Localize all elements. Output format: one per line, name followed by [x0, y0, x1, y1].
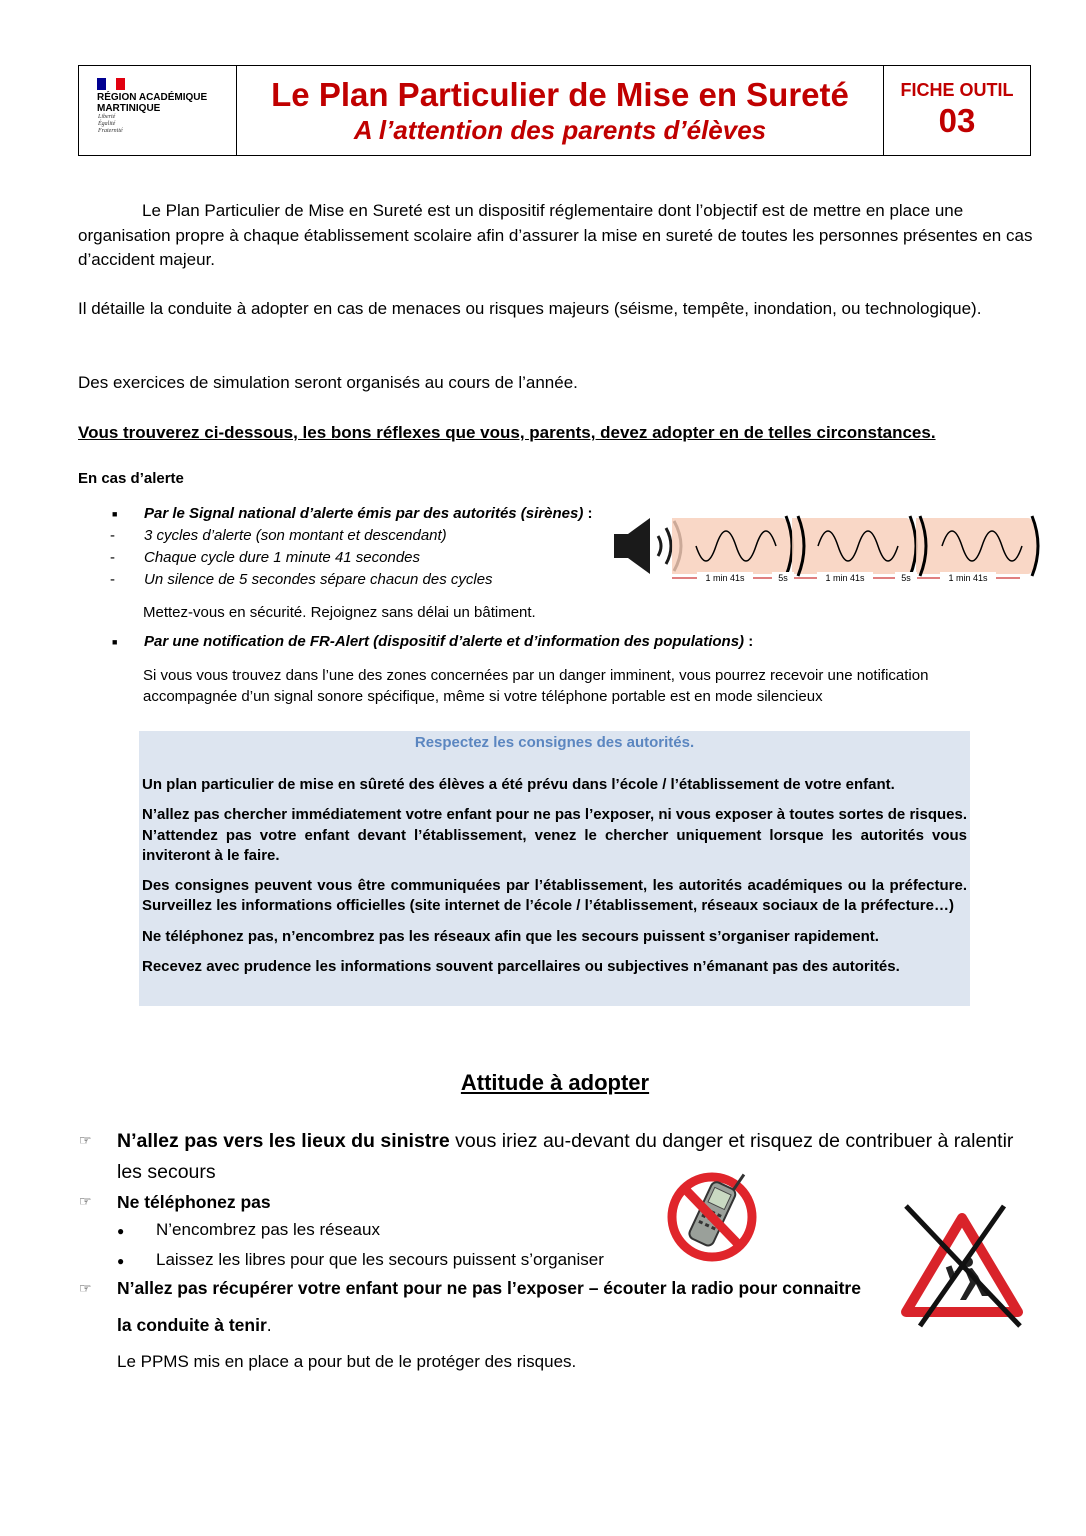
siren-label: 5s	[901, 573, 911, 583]
consignes-box	[139, 731, 970, 1006]
fr-alert-text: Si vous vous trouvez dans l’une des zones concernées par un danger imminent, vous pourrez recevoir une notification accompagnée d’un signal sonore spécifique, même si votre téléphone portable est en mode silencieux	[143, 667, 929, 705]
pointing-hand-icon: ☞	[79, 1132, 92, 1148]
logo-motto: Liberté Égalité Fraternité	[98, 114, 123, 134]
pointing-hand-icon: ☞	[79, 1193, 92, 1209]
consigne-paragraph: Un plan particulier de mise en sûreté des élèves a été prévu dans l’école / l’établissement de votre enfant.	[142, 776, 895, 793]
header-box	[78, 65, 1031, 156]
crossed-danger-sign-icon	[900, 1200, 1025, 1330]
bullet-icon: ●	[117, 1224, 125, 1238]
siren-label: 5s	[778, 573, 788, 583]
siren-cycle-1	[672, 516, 792, 576]
square-bullet-icon: ■	[112, 637, 118, 647]
attitude-subitem: N’encombrez pas les réseaux	[156, 1220, 380, 1239]
attitude-item-1-cont: les secours	[117, 1161, 216, 1183]
dash-bullet: -	[110, 527, 115, 544]
logo-text: RÉGION ACADÉMIQUE MARTINIQUE	[97, 92, 208, 114]
signal-item: 3 cycles d’alerte (son montant et descendant)	[144, 527, 447, 544]
intro-paragraph-1: Le Plan Particulier de Mise en Sureté est un dispositif réglementaire dont l’objectif est de mettre en place une organisation propre à chaque établissement scolaire afin d’assurer la mise en sureté de toutes les personnes présentes en cas d’accident majeur.	[78, 201, 1033, 269]
attitude-item-3-cont: la conduite à tenir.	[117, 1315, 272, 1335]
attitude-subitem: Laissez les libres pour que les secours puissent s’organiser	[156, 1250, 604, 1269]
siren-label: 1 min 41s	[948, 573, 988, 583]
attitude-item-1: N’allez pas vers les lieux du sinistre vous iriez au-devant du danger et risquez de contribuer à ralentir	[117, 1130, 1014, 1152]
signal-title: Par le Signal national d’alerte émis par des autorités (sirènes) :	[144, 505, 593, 522]
attitude-item-2: Ne téléphonez pas	[117, 1192, 271, 1212]
closing-text: Le PPMS mis en place a pour but de le protéger des risques.	[117, 1352, 577, 1371]
signal-item: Chaque cycle dure 1 minute 41 secondes	[144, 549, 421, 566]
consigne-paragraph: N’allez pas chercher immédiatement votre enfant pour ne pas l’exposer, ni vous exposer à toutes sortes de risques. N’attendez pas votre enfant devant l’établissement, venez le chercher uniquement lorsque les autorités vous inviteront à le faire.	[142, 806, 967, 864]
page-title: Le Plan Particulier de Mise en Sureté	[271, 76, 849, 113]
fiche-cell	[884, 66, 1030, 155]
french-flag-icon	[97, 78, 125, 90]
siren-label: 1 min 41s	[825, 573, 865, 583]
attitude-item-3: N’allez pas récupérer votre enfant pour ne pas l’exposer – écouter la radio pour connaitre	[117, 1278, 861, 1298]
consigne-paragraph: Recevez avec prudence les informations souvent parcellaires ou subjectives n’émanant pas des autorités.	[142, 958, 900, 976]
speaker-icon	[614, 518, 681, 574]
siren-cycle-2	[792, 516, 916, 576]
dash-bullet: -	[110, 571, 115, 588]
attitude-title: Attitude à adopter	[460, 1070, 650, 1095]
dash-bullet: -	[110, 549, 115, 566]
intro-paragraph-3: Des exercices de simulation seront organisés au cours de l’année.	[78, 373, 578, 392]
intro-paragraph-2: Il détaille la conduite à adopter en cas de menaces ou risques majeurs (séisme, tempête, inondation, ou technologique).	[78, 299, 982, 318]
pointing-hand-icon: ☞	[79, 1280, 92, 1296]
fiche-number: 03	[938, 102, 976, 139]
page-subtitle: A l’attention des parents d’élèves	[353, 115, 767, 145]
lead-sentence: Vous trouverez ci-dessous, les bons réflexes que vous, parents, devez adopter en de telles circonstances.	[78, 423, 936, 442]
siren-label: 1 min 41s	[705, 573, 745, 583]
alert-heading: En cas d’alerte	[78, 470, 184, 487]
title-cell	[237, 66, 884, 155]
bullet-icon: ●	[117, 1254, 125, 1268]
consigne-paragraph: Ne téléphonez pas, n’encombrez pas les réseaux afin que les secours puissent s’organiser rapidement.	[142, 927, 879, 945]
siren-cycle-3	[916, 516, 1038, 576]
academy-logo	[79, 66, 237, 155]
signal-action: Mettez-vous en sécurité. Rejoignez sans délai un bâtiment.	[143, 604, 536, 621]
signal-item: Un silence de 5 secondes sépare chacun des cycles	[144, 571, 493, 588]
consigne-paragraph: Des consignes peuvent vous être communiquées par l’établissement, les autorités académiques ou la préfecture. Surveillez les informations officielles (site internet de l’école / l’établissement, réseaux sociaux de la préfecture…)	[142, 877, 967, 915]
consignes-title: Respectez les consignes des autorités.	[414, 734, 695, 751]
no-phone-icon	[665, 1163, 759, 1263]
fr-alert-title: Par une notification de FR-Alert (dispositif d’alerte et d’information des populations) :	[144, 633, 754, 650]
square-bullet-icon: ■	[112, 509, 118, 519]
fiche-label: FICHE OUTIL	[900, 80, 1014, 100]
siren-cycle-diagram	[612, 512, 1042, 592]
